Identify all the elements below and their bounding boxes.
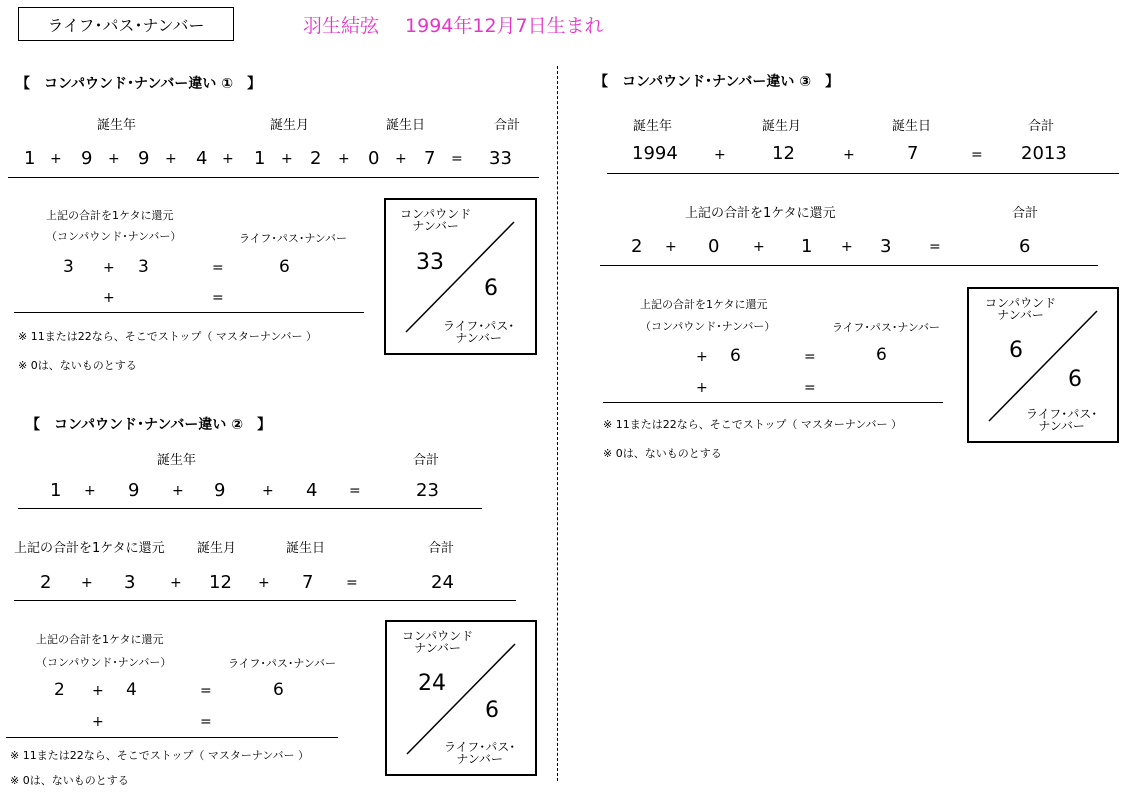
s3-box-lifepath: 6 bbox=[1068, 367, 1082, 392]
s2-equals: = bbox=[349, 483, 361, 499]
s1-digit: 9 bbox=[81, 148, 93, 169]
s1-lifepath-label: ライフ･パス･ナンバー bbox=[239, 232, 348, 245]
s3-box-lifepath-label: ライフ･パス･ ナンバー bbox=[1026, 407, 1098, 433]
s3-reduce-result: 6 bbox=[876, 345, 887, 365]
s2-equals: = bbox=[346, 575, 358, 591]
s2-label-year: 誕生年 bbox=[157, 453, 197, 468]
column-divider bbox=[557, 66, 558, 781]
s3-label-year: 誕生年 bbox=[633, 119, 673, 134]
s1-digit: 2 bbox=[310, 148, 322, 169]
s1-box-lifepath: 6 bbox=[484, 276, 498, 301]
s2-reduce-result: 6 bbox=[273, 680, 284, 700]
s1-box-compound-label: コンパウンド ナンバー bbox=[400, 207, 472, 233]
s2-label-total-2: 合計 bbox=[428, 541, 455, 556]
s2-label-day: 誕生日 bbox=[286, 541, 326, 556]
s1-reduce-result: 6 bbox=[279, 257, 290, 277]
s1-label-total: 合計 bbox=[494, 118, 521, 133]
s1-plus: + bbox=[222, 151, 234, 167]
s2-year-digit: 9 bbox=[128, 480, 140, 501]
s1-equals: = bbox=[212, 290, 224, 306]
s3-label-month: 誕生月 bbox=[762, 119, 802, 134]
s3-label-day: 誕生日 bbox=[892, 119, 932, 134]
person-name: 羽生結弦 bbox=[303, 15, 380, 37]
s1-plus: + bbox=[103, 260, 115, 276]
s2-plus: + bbox=[92, 714, 104, 730]
s3-underline-2 bbox=[600, 265, 1098, 266]
s1-label-year: 誕生年 bbox=[97, 118, 137, 133]
s2-box-compound: 24 bbox=[418, 671, 446, 696]
s2-equals: = bbox=[200, 683, 212, 699]
s2-compound-label: （コンパウンド･ナンバー） bbox=[36, 656, 172, 669]
s2-label-total: 合計 bbox=[413, 453, 440, 468]
s1-plus: + bbox=[50, 151, 62, 167]
s2-row2-sum: 24 bbox=[431, 572, 454, 593]
s3-month: 12 bbox=[772, 143, 795, 164]
s3-year: 1994 bbox=[632, 143, 678, 164]
s2-result-box bbox=[385, 620, 537, 776]
s3-digit: 0 bbox=[708, 236, 720, 257]
s2-note-zero: ※ 0は、ないものとする bbox=[10, 774, 129, 787]
s2-underline-1 bbox=[18, 508, 482, 509]
s1-label-day: 誕生日 bbox=[386, 118, 426, 133]
s1-plus: + bbox=[103, 290, 115, 306]
s2-box-compound-label: コンパウンド ナンバー bbox=[402, 629, 474, 655]
s3-underline-1 bbox=[607, 173, 1119, 174]
s1-equals: = bbox=[451, 151, 463, 167]
s2-box-lifepath-label: ライフ･パス･ ナンバー bbox=[444, 740, 516, 766]
s2-note-master: ※ 11または22なら、そこでストップ（ マスターナンバー ） bbox=[10, 749, 310, 762]
s1-plus: + bbox=[395, 151, 407, 167]
s2-underline-2 bbox=[14, 600, 516, 601]
s3-plus: + bbox=[843, 147, 855, 163]
s3-reduce-underline bbox=[603, 402, 943, 403]
s2-row2-value: 12 bbox=[209, 572, 232, 593]
s3-digit: 2 bbox=[631, 236, 643, 257]
person-info bbox=[303, 11, 604, 38]
s1-box-lifepath-label: ライフ･パス･ ナンバー bbox=[443, 319, 515, 345]
s1-plus: + bbox=[165, 151, 177, 167]
s2-box-lifepath: 6 bbox=[485, 698, 499, 723]
s2-reduce-a: 2 bbox=[54, 680, 65, 700]
s1-reduce-b: 3 bbox=[138, 257, 149, 277]
s1-sum: 33 bbox=[489, 148, 512, 169]
s2-plus: + bbox=[258, 575, 270, 591]
s1-equals: = bbox=[212, 260, 224, 276]
s3-plus: + bbox=[753, 239, 765, 255]
s1-box-compound: 33 bbox=[416, 250, 444, 275]
s1-digit: 7 bbox=[424, 148, 436, 169]
s2-plus: + bbox=[92, 683, 104, 699]
s3-lifepath-label: ライフ･パス･ナンバー bbox=[832, 321, 941, 334]
s2-year-sum: 23 bbox=[416, 480, 439, 501]
s1-digit: 9 bbox=[138, 148, 150, 169]
s3-equals: = bbox=[929, 239, 941, 255]
s3-sum: 2013 bbox=[1021, 143, 1067, 164]
s2-plus: + bbox=[170, 575, 182, 591]
s3-plus: + bbox=[696, 380, 708, 396]
s2-plus: + bbox=[81, 575, 93, 591]
s2-reduce-label-2: 上記の合計を1ケタに還元 bbox=[36, 633, 164, 646]
s1-note-master: ※ 11または22なら、そこでストップ（ マスターナンバー ） bbox=[18, 330, 318, 343]
s3-digit: 3 bbox=[880, 236, 892, 257]
birth-date: 1994年12月7日生まれ bbox=[405, 15, 604, 37]
s1-note-zero: ※ 0は、ないものとする bbox=[18, 359, 137, 372]
s2-reduce-underline bbox=[6, 737, 338, 738]
s1-result-box bbox=[384, 198, 537, 355]
s2-equals: = bbox=[200, 714, 212, 730]
s3-plus: + bbox=[714, 147, 726, 163]
s3-digit-sum: 6 bbox=[1019, 236, 1031, 257]
section2-title: 【 コンパウンド･ナンバー違い ② 】 bbox=[26, 417, 272, 433]
s3-plus: + bbox=[841, 239, 853, 255]
s1-plus: + bbox=[338, 151, 350, 167]
section3-title: 【 コンパウンド･ナンバー違い ③ 】 bbox=[594, 74, 840, 90]
s3-day: 7 bbox=[907, 143, 919, 164]
s3-box-compound-label: コンパウンド ナンバー bbox=[985, 296, 1057, 322]
section1-title: 【 コンパウンド･ナンバー違い ① 】 bbox=[16, 76, 262, 92]
s1-plus: + bbox=[108, 151, 120, 167]
s2-plus: + bbox=[172, 483, 184, 499]
s3-plus: + bbox=[665, 239, 677, 255]
s2-year-digit: 9 bbox=[214, 480, 226, 501]
s3-compound-label: （コンパウンド･ナンバー） bbox=[640, 320, 776, 333]
s2-row2-value: 3 bbox=[124, 572, 136, 593]
s3-equals: = bbox=[804, 349, 816, 365]
s3-equals: = bbox=[804, 380, 816, 396]
s3-label-total: 合計 bbox=[1028, 119, 1055, 134]
s3-reduce-label: 上記の合計を1ケタに還元 bbox=[685, 206, 836, 221]
s2-label-month: 誕生月 bbox=[197, 541, 237, 556]
s1-reduce-a: 3 bbox=[63, 257, 74, 277]
s2-plus: + bbox=[262, 483, 274, 499]
s1-label-month: 誕生月 bbox=[270, 118, 310, 133]
s3-label-total-2: 合計 bbox=[1012, 206, 1039, 221]
page-title: ライフ･パス･ナンバー bbox=[18, 7, 234, 41]
s1-reduce-underline bbox=[14, 312, 364, 313]
s2-reduce-label: 上記の合計を1ケタに還元 bbox=[14, 541, 165, 556]
s3-box-compound: 6 bbox=[1009, 338, 1023, 363]
s2-lifepath-label: ライフ･パス･ナンバー bbox=[228, 657, 337, 670]
s1-reduce-label: 上記の合計を1ケタに還元 bbox=[46, 209, 174, 222]
s3-reduce-label-2: 上記の合計を1ケタに還元 bbox=[640, 298, 768, 311]
s2-row2-value: 7 bbox=[302, 572, 314, 593]
s2-row2-value: 2 bbox=[40, 572, 52, 593]
s3-reduce-b: 6 bbox=[730, 346, 741, 366]
s1-plus: + bbox=[281, 151, 293, 167]
s3-digit: 1 bbox=[801, 236, 813, 257]
s1-digit: 1 bbox=[24, 148, 36, 169]
s3-result-box bbox=[967, 287, 1119, 443]
s3-plus: + bbox=[696, 349, 708, 365]
s3-note-zero: ※ 0は、ないものとする bbox=[603, 447, 722, 460]
s3-equals: = bbox=[971, 147, 983, 163]
s2-year-digit: 1 bbox=[50, 480, 62, 501]
s1-underline bbox=[8, 177, 539, 178]
s3-note-master: ※ 11または22なら、そこでストップ（ マスターナンバー ） bbox=[603, 418, 903, 431]
s1-digit: 1 bbox=[254, 148, 266, 169]
s2-plus: + bbox=[84, 483, 96, 499]
s2-year-digit: 4 bbox=[306, 480, 318, 501]
s1-digit: 0 bbox=[368, 148, 380, 169]
s2-reduce-b: 4 bbox=[126, 680, 137, 700]
s1-compound-label: （コンパウンド･ナンバー） bbox=[46, 230, 182, 243]
s1-digit: 4 bbox=[196, 148, 208, 169]
